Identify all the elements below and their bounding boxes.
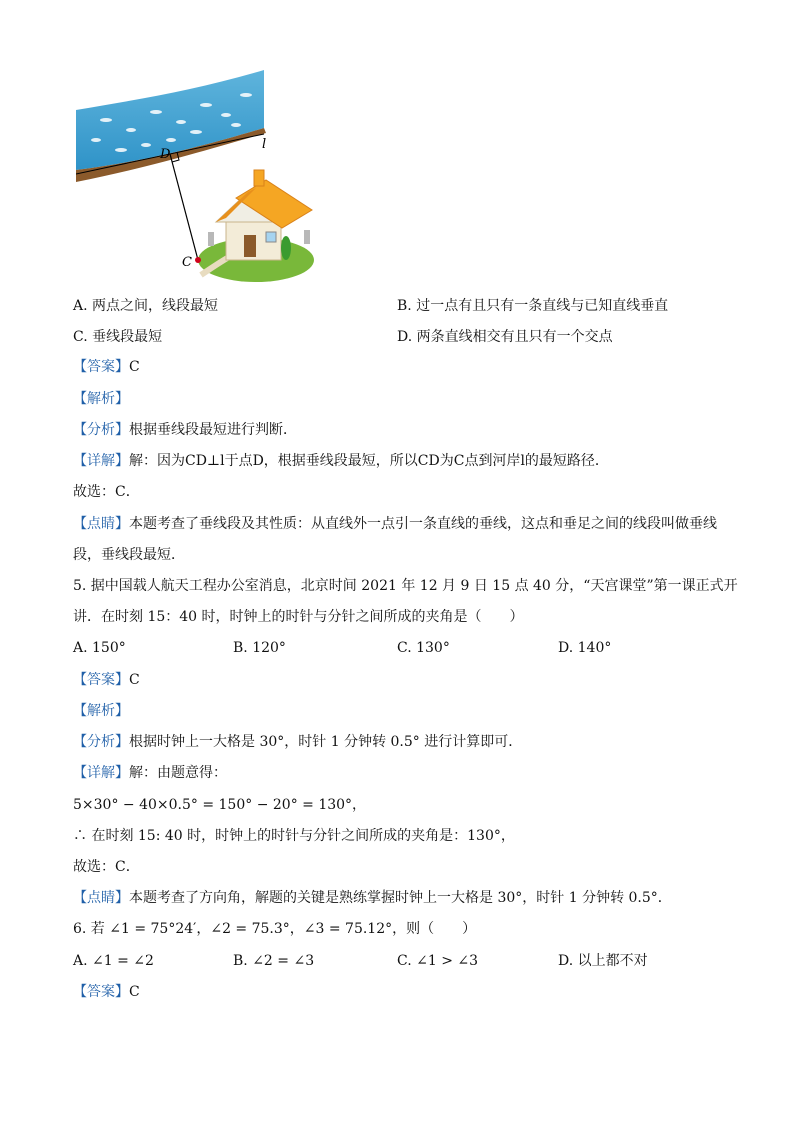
dianjing-tag: 【点睛】 bbox=[73, 890, 129, 906]
q5-option-c: C. 130° bbox=[397, 640, 450, 656]
q5-option-a: A. 150° bbox=[73, 640, 126, 656]
xiangjie-tag: 【详解】 bbox=[73, 765, 129, 781]
q5-conclusion: ∴ 在时刻 15: 40 时，时钟上的时针与分针之间所成的夹角是：130°， bbox=[73, 828, 515, 844]
xiangjie-tag: 【详解】 bbox=[73, 453, 129, 469]
fence-post-left bbox=[208, 232, 214, 246]
q4-option-b: B. 过一点有且只有一条直线与已知直线垂直 bbox=[397, 298, 669, 314]
dianjing-text: 本题考查了垂线段及其性质：从直线外一点引一条直线的垂线，这点和垂足之间的线段叫做垂线 bbox=[129, 516, 717, 532]
q4-option-d: D. 两条直线相交有且只有一个交点 bbox=[397, 329, 613, 345]
q4-guxuan: 故选：C． bbox=[73, 484, 140, 500]
q5-option-b: B. 120° bbox=[233, 640, 286, 656]
q4-analysis-tag: 【解析】 bbox=[73, 391, 129, 407]
dianjing-text: 本题考查了方向角，解题的关键是熟练掌握时钟上一大格是 30°，时针 1 分钟转 0.5°． bbox=[129, 890, 672, 906]
q5-fenxi bbox=[73, 732, 522, 752]
label-c: C bbox=[182, 255, 192, 270]
q4-option-c: C. 垂线段最短 bbox=[73, 329, 163, 345]
answer-tag: 【答案】 bbox=[73, 984, 129, 1000]
label-d: D bbox=[160, 147, 171, 162]
q4-dianjing bbox=[73, 514, 717, 534]
fenxi-tag: 【分析】 bbox=[73, 422, 129, 438]
q5-answer bbox=[73, 670, 140, 690]
q5-option-d: D. 140° bbox=[558, 640, 612, 656]
answer-value: C bbox=[129, 359, 140, 375]
q5-dianjing bbox=[73, 888, 672, 908]
segment-cd bbox=[170, 154, 198, 260]
point-c bbox=[195, 257, 201, 263]
q5-calc: 5×30° − 40×0.5° = 150° − 20° = 130°， bbox=[73, 797, 367, 813]
dianjing-tag: 【点睛】 bbox=[73, 516, 129, 532]
house-door bbox=[244, 235, 256, 257]
q4-answer bbox=[73, 357, 140, 377]
q4-xiangjie bbox=[73, 451, 609, 471]
q4-dianjing-cont: 段，垂线段最短． bbox=[73, 547, 185, 563]
q6-option-a: A. ∠1 = ∠2 bbox=[73, 953, 154, 969]
chimney bbox=[254, 170, 264, 186]
xiangjie-text: 解：由题意得： bbox=[129, 765, 227, 781]
fence-post-right bbox=[304, 230, 310, 244]
xiangjie-text: 解：因为CD⊥l于点D，根据垂线段最短，所以CD为C点到河岸l的最短路径． bbox=[129, 453, 609, 469]
q5-guxuan: 故选：C． bbox=[73, 859, 140, 875]
q5-analysis-tag: 【解析】 bbox=[73, 703, 129, 719]
q6-stem: 6. 若 ∠1 = 75°24′，∠2 = 75.3°，∠3 = 75.12°，则（ ） bbox=[73, 921, 477, 937]
answer-tag: 【答案】 bbox=[73, 359, 129, 375]
figure-svg bbox=[76, 70, 316, 285]
label-l: l bbox=[262, 137, 267, 152]
q5-stem-2: 讲．在时刻 15：40 时，时钟上的时针与分针之间所成的夹角是（ ） bbox=[73, 609, 524, 625]
q6-answer bbox=[73, 982, 140, 1002]
answer-tag: 【答案】 bbox=[73, 672, 129, 688]
q6-option-c: C. ∠1 > ∠3 bbox=[397, 953, 479, 969]
q4-fenxi bbox=[73, 420, 297, 440]
house-window bbox=[266, 232, 276, 242]
q4-option-a: A. 两点之间，线段最短 bbox=[73, 298, 219, 314]
answer-value: C bbox=[129, 672, 140, 688]
q6-option-b: B. ∠2 = ∠3 bbox=[233, 953, 315, 969]
q5-xiangjie bbox=[73, 763, 227, 783]
tree bbox=[281, 236, 291, 260]
q5-stem-1: 5. 据中国载人航天工程办公室消息，北京时间 2021 年 12 月 9 日 15 点 40 分，“天宫课堂”第一课正式开 bbox=[73, 578, 738, 594]
answer-value: C bbox=[129, 984, 140, 1000]
q6-option-d: D. 以上都不对 bbox=[558, 953, 648, 969]
fenxi-text: 根据垂线段最短进行判断． bbox=[129, 422, 297, 438]
river-house-figure bbox=[76, 70, 316, 285]
fenxi-text: 根据时钟上一大格是 30°，时针 1 分钟转 0.5° 进行计算即可． bbox=[129, 734, 523, 750]
fenxi-tag: 【分析】 bbox=[73, 734, 129, 750]
